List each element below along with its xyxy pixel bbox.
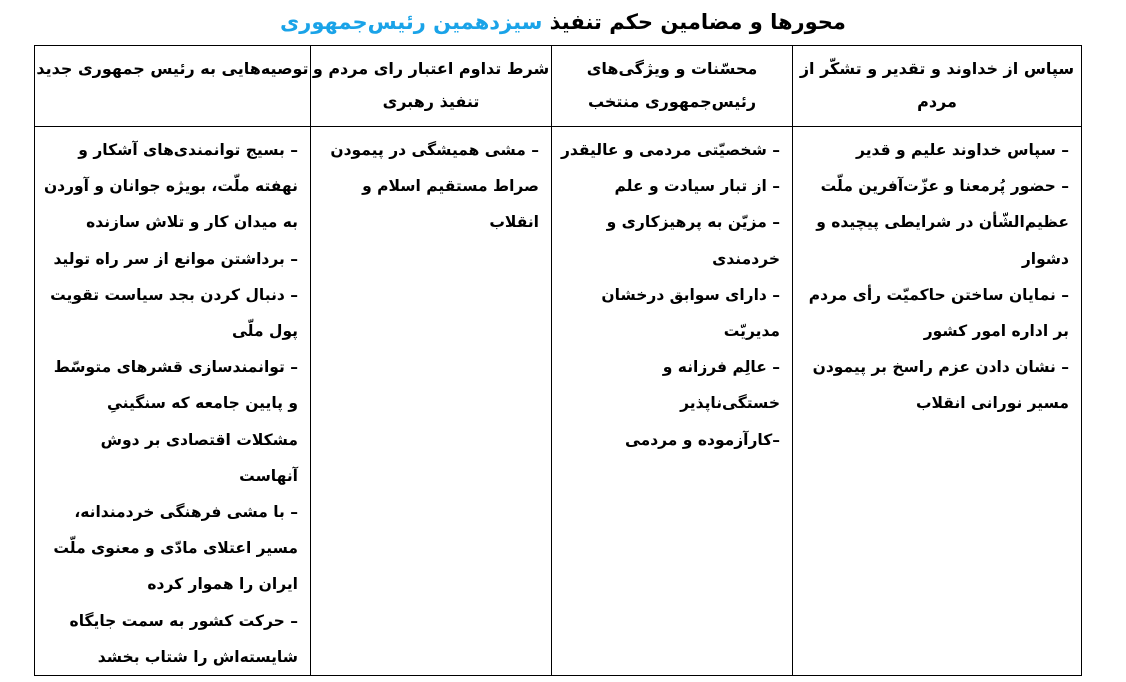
list-item: – سپاس خداوند علیم و قدیر bbox=[856, 141, 1069, 159]
list-item: – مزیّن به پرهیزکاری و خردمندی bbox=[606, 213, 780, 268]
list-item: – با مشی فرهنگی خردمندانه، مسیر اعتلای مادّی و معنوی ملّت ایران را هموار کرده bbox=[53, 503, 298, 594]
list-item: – از تبار سیادت و علم bbox=[614, 177, 780, 196]
cell-recommendations bbox=[35, 127, 311, 676]
list-item: – توانمندسازی قشرهای متوسّط و پایین جامعه که سنگینیِ مشکلات اقتصادی بر دوش آنهاست bbox=[53, 358, 298, 485]
header-merits: محسّنات و ویژگی‌های رئیس‌جمهوری منتخب bbox=[552, 46, 793, 127]
table-header-row bbox=[35, 46, 1082, 127]
list-item: – شخصیّتی مردمی و عالیقدر bbox=[560, 141, 780, 159]
cell-thanks bbox=[793, 127, 1082, 676]
header-condition: شرط تداوم اعتبار رای مردم و تنفیذ رهبری bbox=[311, 46, 552, 127]
cell-condition bbox=[311, 127, 552, 676]
list-item: – دارای سوابق درخشان مدیریّت bbox=[601, 285, 780, 341]
header-recommendations: توصیه‌هایی به رئیس جمهوری جدید bbox=[35, 46, 311, 127]
table-row bbox=[35, 127, 1082, 676]
cell-merits bbox=[552, 127, 793, 676]
list-item: – نمایان ساختن حاکمیّت رأی مردم بر اداره امور کشور bbox=[808, 285, 1069, 341]
list-item: – مشی همیشگی در پیمودن صراط مستقیم اسلام و انقلاب bbox=[330, 141, 539, 232]
list-item: – عالِم فرزانه و خستگی‌ناپذیر bbox=[662, 358, 780, 413]
list-item: – نشان دادن عزم راسخ بر پیمودن مسیر نورانی انقلاب bbox=[812, 358, 1069, 413]
title-highlight: سیزدهمین رئیس‌جمهوری bbox=[280, 10, 543, 34]
list-item: – حضور پُرمعنا و عزّت‌آفرین ملّت عظیم‌الشّأن در شرایطی پیچیده و دشوار bbox=[816, 177, 1069, 268]
decree-themes-table bbox=[34, 45, 1082, 676]
list-item: – بسیج توانمندی‌های آشکار و نهفته ملّت، بویژه جوانان و آوردن به میدان کار و تلاش سازنده bbox=[43, 141, 298, 232]
page-title bbox=[0, 6, 1126, 38]
list-item: –کارآزموده و مردمی bbox=[624, 430, 780, 449]
title-prefix: محورها و مضامین حکم تنفیذ bbox=[549, 10, 846, 34]
list-item: – حرکت کشور به سمت جایگاه شایسته‌اش را شتاب بخشد bbox=[69, 611, 298, 666]
list-item: – برداشتن موانع از سر راه تولید bbox=[53, 249, 298, 268]
list-item: – دنبال کردن بجد سیاست تقویت پول ملّی bbox=[50, 285, 298, 341]
header-thanks: سپاس از خداوند و تقدیر و تشکّر از مردم bbox=[793, 46, 1082, 127]
